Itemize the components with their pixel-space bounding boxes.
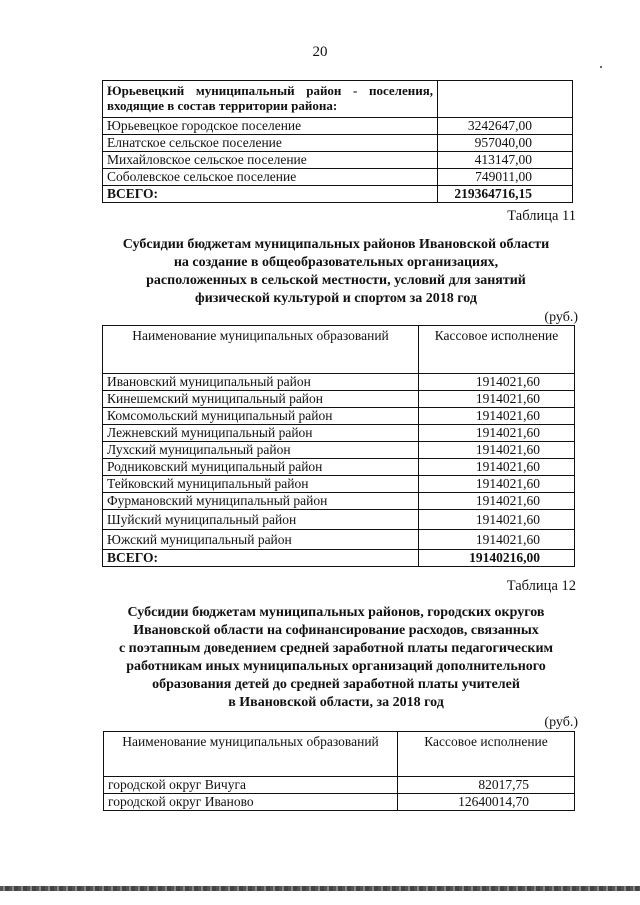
column-header-name: Наименование муниципальных образований — [103, 326, 419, 374]
table-row — [103, 169, 573, 186]
table-11-unit: (руб.) — [544, 310, 578, 325]
row-value: 1914021,60 — [419, 459, 575, 476]
total-label: ВСЕГО: — [103, 550, 419, 567]
row-value: 413147,00 — [438, 152, 573, 169]
row-name: Кинешемский муниципальный район — [103, 391, 419, 408]
total-row — [103, 186, 573, 203]
section-heading-cell: Юрьевецкий муниципальный район - поселения, входящие в состав территории района: — [103, 81, 438, 118]
row-value: 1914021,60 — [419, 476, 575, 493]
table-row — [103, 425, 575, 442]
table-row — [103, 493, 575, 510]
table-row — [103, 391, 575, 408]
table-row — [103, 135, 573, 152]
row-name: Ивановский муниципальный район — [103, 374, 419, 391]
table-header-row — [104, 732, 575, 777]
table-row — [104, 777, 575, 794]
row-value: 1914021,60 — [419, 442, 575, 459]
column-header-value: Кассовое исполнение — [398, 732, 575, 777]
scan-edge-rule — [0, 886, 640, 891]
continued-table — [102, 80, 573, 203]
table-section-heading-row — [103, 81, 573, 118]
column-header-value: Кассовое исполнение — [419, 326, 575, 374]
total-row — [103, 550, 575, 567]
row-value: 1914021,60 — [419, 408, 575, 425]
table-row — [103, 510, 575, 530]
empty-cell — [438, 81, 573, 118]
row-name: Елнатское сельское поселение — [103, 135, 438, 152]
row-value: 957040,00 — [438, 135, 573, 152]
table-11-title: Субсидии бюджетам муниципальных районов Ивановской области на создание в общеобразовательных организациях, расположенных в сельской местности, условий для занятий физической культурой и спортом за 2018 год — [122, 237, 550, 306]
table-12-unit: (руб.) — [544, 715, 578, 730]
row-value: 12640014,70 — [398, 794, 575, 811]
total-value: 19140216,00 — [419, 550, 575, 567]
row-name: городской округ Вичуга — [104, 777, 398, 794]
row-value: 1914021,60 — [419, 493, 575, 510]
row-name: Соболевское сельское поселение — [103, 169, 438, 186]
row-name: Родниковский муниципальный район — [103, 459, 419, 476]
table-11-label: Таблица 11 — [507, 208, 576, 224]
row-name: Тейковский муниципальный район — [103, 476, 419, 493]
table-row — [103, 152, 573, 169]
page-number: 20 — [312, 44, 328, 60]
row-name: Юрьевецкое городское поселение — [103, 118, 438, 135]
row-value: 749011,00 — [438, 169, 573, 186]
table-row — [104, 794, 575, 811]
table-11 — [102, 325, 575, 567]
table-row — [103, 459, 575, 476]
row-value: 1914021,60 — [419, 391, 575, 408]
row-name: Лежневский муниципальный район — [103, 425, 419, 442]
row-value: 1914021,60 — [419, 374, 575, 391]
scan-speck — [600, 66, 602, 68]
row-name: Фурмановский муниципальный район — [103, 493, 419, 510]
table-row — [103, 374, 575, 391]
table-row — [103, 442, 575, 459]
table-12 — [103, 731, 575, 811]
table-12-title: Субсидии бюджетам муниципальных районов, городских округов Ивановской области на софинансирование расходов, связанных с поэтапным доведением средней заработной платы педагогическим работникам иных муниципальных организаций дополнительного образования детей до средней заработной платы учителей в Ивановской области, за 2018 год — [118, 605, 554, 710]
column-header-name: Наименование муниципальных образований — [104, 732, 398, 777]
total-value: 219364716,15 — [438, 186, 573, 203]
row-value: 82017,75 — [398, 777, 575, 794]
row-name: Шуйский муниципальный район — [103, 510, 419, 530]
table-row — [103, 530, 575, 550]
row-name: Комсомольский муниципальный район — [103, 408, 419, 425]
table-row — [103, 118, 573, 135]
table-row — [103, 408, 575, 425]
row-value: 3242647,00 — [438, 118, 573, 135]
table-header-row — [103, 326, 575, 374]
row-value: 1914021,60 — [419, 530, 575, 550]
row-value: 1914021,60 — [419, 510, 575, 530]
table-12-label: Таблица 12 — [506, 578, 576, 594]
row-name: Южский муниципальный район — [103, 530, 419, 550]
row-name: городской округ Иваново — [104, 794, 398, 811]
row-name: Лухский муниципальный район — [103, 442, 419, 459]
table-row — [103, 476, 575, 493]
row-name: Михайловское сельское поселение — [103, 152, 438, 169]
total-label: ВСЕГО: — [103, 186, 438, 203]
row-value: 1914021,60 — [419, 425, 575, 442]
